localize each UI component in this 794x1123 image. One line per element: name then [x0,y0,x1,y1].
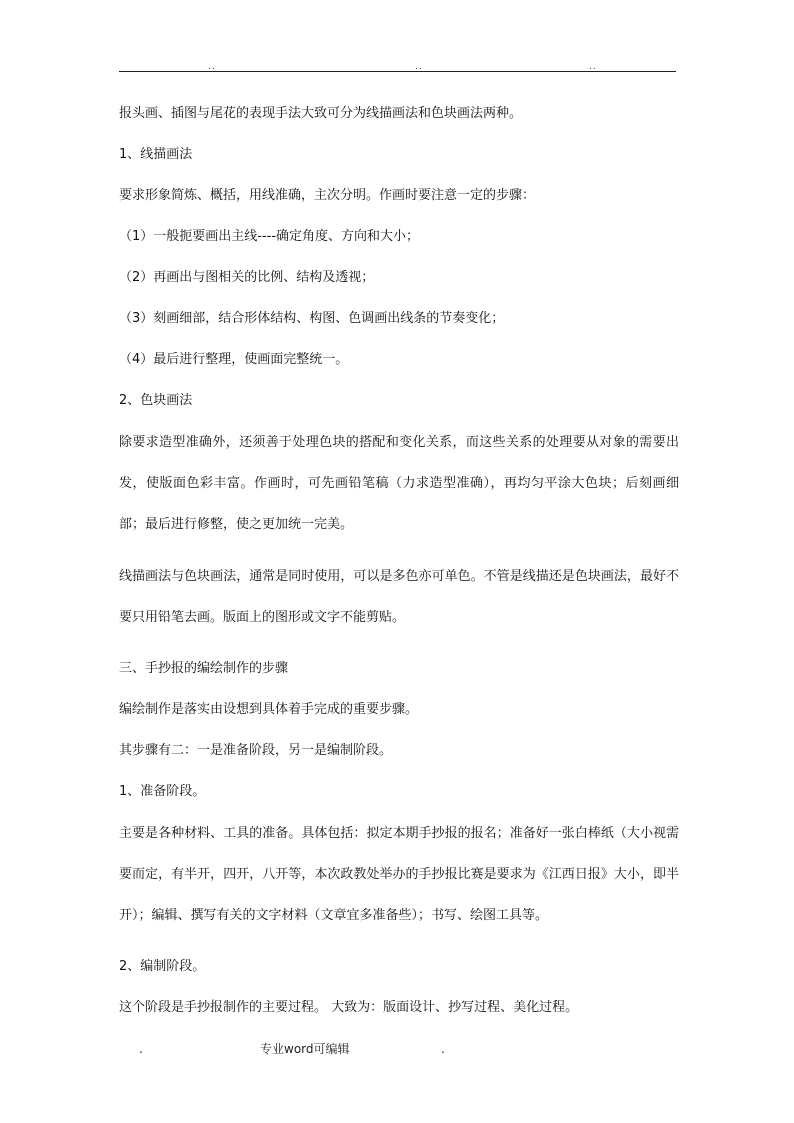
list-item: （2）再画出与图相关的比例、结构及透视； [119,270,375,285]
paragraph: 这个阶段是手抄报制作的主要过程。 大致为：版面设计、抄写过程、美化过程。 [119,1000,579,1015]
paragraph: 线描画法与色块画法，通常是同时使用，可以是多色亦可单色。不管是线描还是色块画法，最好不要只用铅笔去画。版面上的图形或文字不能剪贴。 [119,569,679,625]
paragraph: 其步骤有二：一是准备阶段，另一是编制阶段。 [119,743,393,758]
paragraph: 除要求造型准确外，还须善于处理色块的搭配和变化关系，而这些关系的处理要从对象的需要出发，使版面色彩丰富。作画时，可先画铅笔稿（力求造型准确），再均匀平涂大色块；后刻画细部；最后进行修整，使之更加统一完美。 [119,435,679,532]
section-heading: 三、手抄报的编绘制作的步骤 [119,661,289,676]
section-heading: 1、线描画法 [119,147,193,162]
document-body [119,104,679,1039]
intro-paragraph: 报头画、插图与尾花的表现手法大致可分为线描画法和色块画法两种。 [119,106,523,121]
list-item: （1）一般扼要画出主线----确定角度、方向和大小； [119,229,420,244]
footer-dot: . [441,1042,445,1056]
header-rule [119,71,676,72]
paragraph: 主要是各种材料、工具的准备。具体包括：拟定本期手抄报的报名；准备好一张白棒纸（大小视需要而定，有半开，四开，八开等，本次政教处举办的手抄报比赛是要求为《江西日报》大小，即半开）；编辑、撰写有关的文字材料（文章宜多准备些）；书写、绘图工具等。 [119,826,679,923]
header-dot: .. [415,62,423,72]
footer-dot: . [139,1042,143,1056]
list-item: （4）最后进行整理，使画面完整统一。 [119,352,349,367]
paragraph: 要求形象简炼、概括，用线准确，主次分明。作画时要注意一定的步骤： [119,188,536,203]
section-heading: 2、编制阶段。 [119,959,206,974]
header-dot: .. [589,62,597,72]
section-heading: 2、色块画法 [119,393,193,408]
list-item: （3）刻画细部，结合形体结构、构图、色调画出线条的节奏变化； [119,311,505,326]
header-dot: .. [208,62,216,72]
section-heading: 1、准备阶段。 [119,784,206,799]
footer-text: 专业word可编辑 [260,1042,350,1056]
paragraph: 编绘制作是落实由设想到具体着手完成的重要步骤。 [119,702,419,717]
